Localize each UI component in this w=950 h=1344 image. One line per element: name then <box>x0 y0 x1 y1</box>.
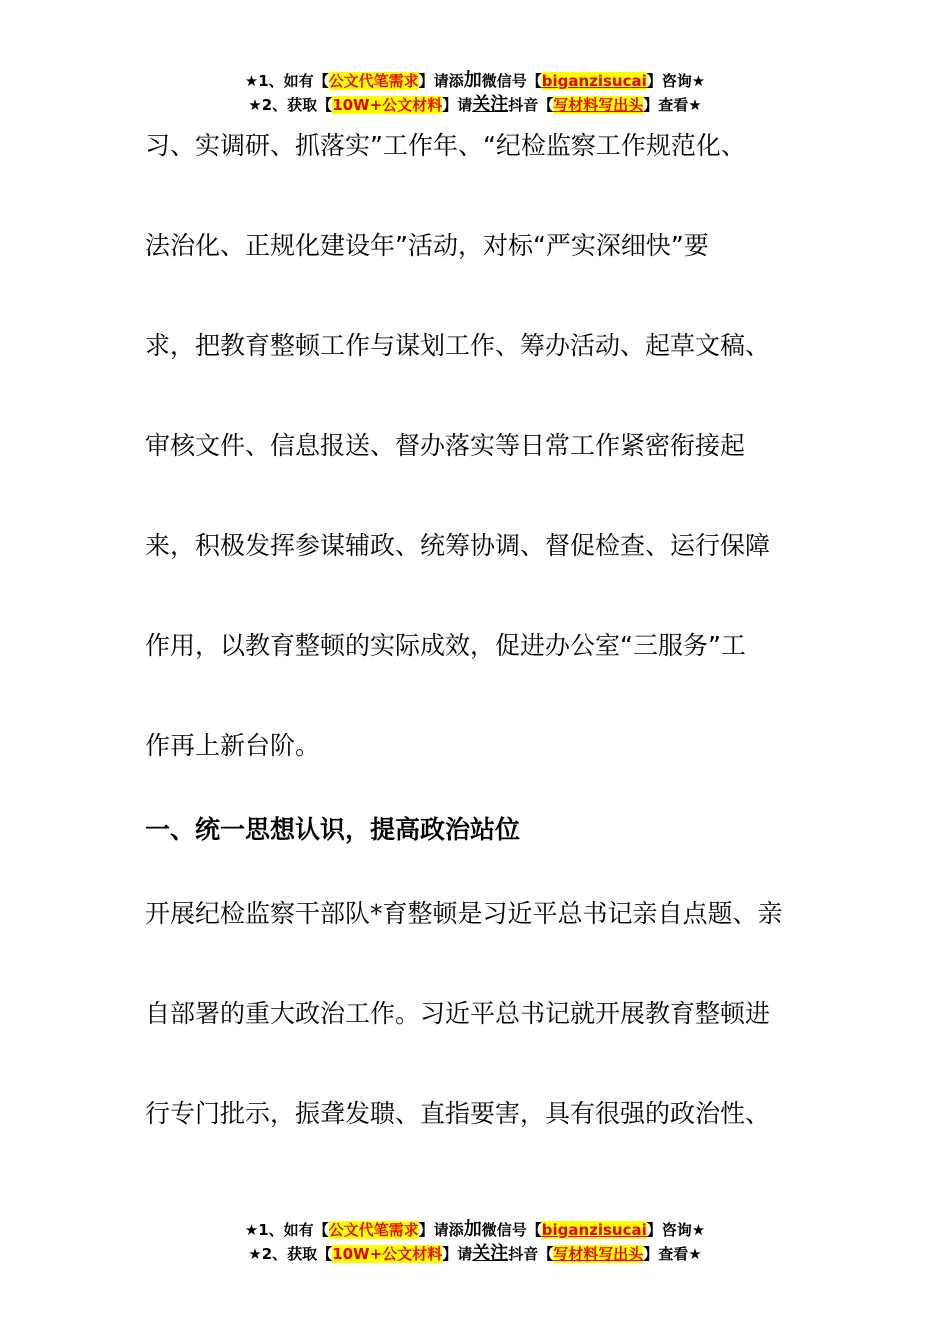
text-line: 习、实调研、抓落实”工作年、“纪检监察工作规范化、 <box>145 131 746 160</box>
paragraph-1 <box>145 118 805 802</box>
banner-line-2: ★2、获取【10W+公文材料】请关注抖音【写材料写出头】查看★ <box>248 94 702 115</box>
douyin-account[interactable]: 写材料写出头 <box>553 96 644 114</box>
text-line: 法治化、正规化建设年”活动，对标“严实深细快”要 <box>145 231 709 260</box>
text-line: 求，把教育整顿工作与谋划工作、筹办活动、起草文稿、 <box>145 331 771 360</box>
section-heading: 一、统一思想认识，提高政治站位 <box>145 815 521 844</box>
bottom-banner <box>0 1218 950 1266</box>
highlight-service: 公文代笔需求 <box>328 72 419 90</box>
banner-line-1: ★1、如有【公文代笔需求】请添加微信号【biganzisucai】咨询★ <box>244 1219 706 1240</box>
highlight-materials: 10W+公文材料 <box>332 96 443 114</box>
highlight-service: 公文代笔需求 <box>328 1221 419 1239</box>
banner-line-2: ★2、获取【10W+公文材料】请关注抖音【写材料写出头】查看★ <box>248 1243 702 1264</box>
document-body <box>145 118 805 1186</box>
wechat-id[interactable]: biganzisucai <box>541 72 647 90</box>
highlight-materials: 10W+公文材料 <box>332 1245 443 1263</box>
douyin-account[interactable]: 写材料写出头 <box>553 1245 644 1263</box>
paragraph-2 <box>145 886 805 1186</box>
banner-line-1: ★1、如有【公文代笔需求】请添加微信号【biganzisucai】咨询★ <box>244 70 706 91</box>
text-line: 行专门批示，振聋发聩、直指要害，具有很强的政治性、 <box>145 1099 771 1128</box>
text-line: 作再上新台阶。 <box>145 731 321 760</box>
text-line: 来，积极发挥参谋辅政、统筹协调、督促检查、运行保障 <box>145 531 771 560</box>
top-banner <box>0 69 950 117</box>
text-line: 开展纪检监察干部队*育整顿是习近平总书记亲自点题、亲 <box>145 899 783 928</box>
text-line: 审核文件、信息报送、督办落实等日常工作紧密衔接起 <box>145 431 746 460</box>
text-line: 自部署的重大政治工作。习近平总书记就开展教育整顿进 <box>145 999 771 1028</box>
wechat-id[interactable]: biganzisucai <box>541 1221 647 1239</box>
text-line: 作用，以教育整顿的实际成效，促进办公室“三服务”工 <box>145 631 746 660</box>
